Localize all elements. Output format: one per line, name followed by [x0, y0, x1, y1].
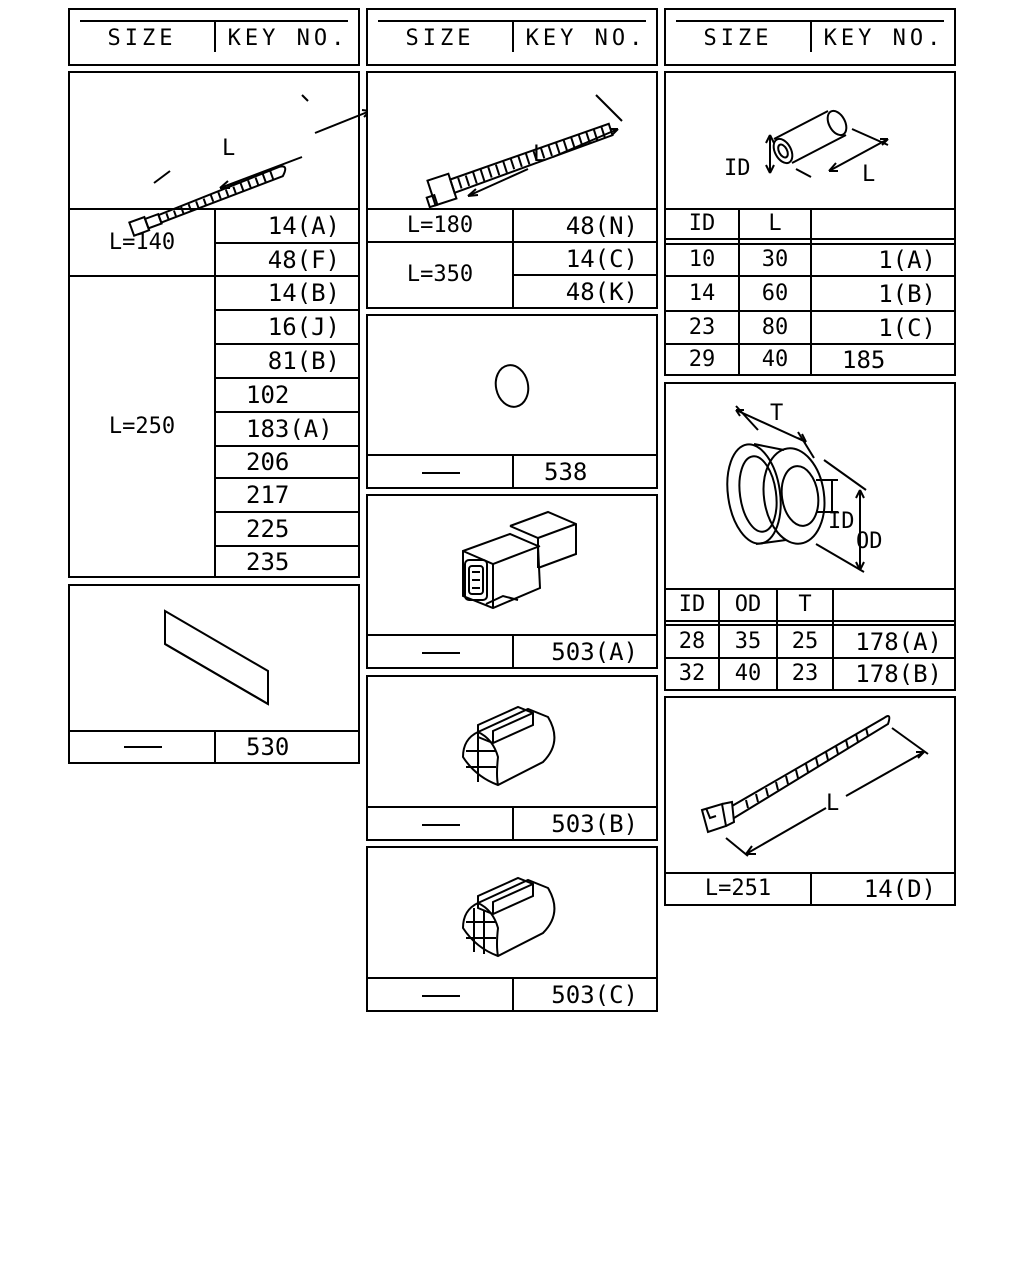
size-cell: L=350: [406, 262, 474, 287]
connector-b-table: [366, 675, 658, 841]
key-cell: 217: [246, 481, 290, 509]
t-cell: 25: [791, 628, 819, 654]
key-cell: 102: [246, 381, 290, 409]
key-cell: 530: [246, 733, 290, 761]
cable-tie-table-1: [68, 71, 360, 578]
header-key-no: KEY NO.: [227, 26, 349, 51]
key-cell: 48(F): [267, 245, 340, 274]
header-size: SIZE: [107, 26, 177, 51]
key-cell: 178(B): [855, 660, 942, 688]
id-cell: 32: [678, 661, 706, 686]
key-cell: 81(B): [267, 347, 340, 375]
blind-plug-figure: [368, 316, 660, 456]
header-size: SIZE: [703, 26, 773, 51]
size-cell: L=250: [108, 414, 176, 439]
header-col3: [664, 8, 956, 66]
od-cell: 35: [734, 628, 762, 654]
dash-mark: [422, 824, 460, 826]
dash-mark: [422, 995, 460, 997]
id-cell: 14: [688, 280, 716, 306]
dash-mark: [422, 472, 460, 474]
t-cell: 23: [791, 661, 819, 686]
size-cell: L=140: [108, 229, 176, 255]
connector-a-table: [366, 494, 658, 669]
dimension-l-label: L: [222, 136, 236, 161]
key-cell: 503(C): [551, 980, 638, 1009]
size-cell: L=180: [406, 212, 474, 238]
column-header-l: L: [768, 211, 782, 236]
key-cell: 225: [246, 515, 290, 543]
key-cell: 14(B): [267, 279, 340, 307]
sleeve-tube-figure: [666, 73, 958, 213]
dimension-l-label: L: [533, 142, 547, 167]
key-cell: 538: [544, 457, 588, 486]
key-cell: 14(C): [565, 244, 638, 273]
plug-table: [366, 314, 658, 489]
l-cell: 30: [761, 247, 789, 272]
connector-figure: [368, 677, 660, 807]
key-cell: 1(C): [878, 313, 936, 342]
cable-tie-figure: [666, 698, 958, 873]
column-header-id: ID: [688, 211, 716, 236]
key-cell: 16(J): [267, 313, 340, 341]
column-header-t: T: [798, 592, 812, 617]
header-size: SIZE: [405, 26, 475, 51]
dimension-id-label: ID: [724, 156, 751, 181]
id-cell: 28: [678, 628, 706, 654]
key-cell: 14(A): [267, 212, 340, 240]
key-cell: 235: [246, 548, 290, 576]
key-cell: 14(D): [863, 875, 936, 903]
adhesive-pad-figure: [70, 586, 362, 731]
dimension-l-label: L: [862, 162, 876, 187]
pad-table: [68, 584, 360, 764]
cable-tie-table-2: [366, 71, 658, 309]
header-key-no: KEY NO.: [525, 26, 647, 51]
id-cell: 23: [688, 314, 716, 340]
sleeve-table: [664, 71, 956, 376]
key-cell: 185: [842, 345, 886, 374]
l-cell: 80: [761, 314, 789, 340]
dimension-id-label: ID: [828, 509, 855, 534]
header-col2: [366, 8, 658, 66]
connector-c-table: [366, 846, 658, 1012]
key-cell: 1(B): [878, 279, 936, 308]
id-cell: 10: [688, 247, 716, 272]
key-cell: 48(N): [565, 211, 638, 240]
column-header-od: OD: [734, 592, 762, 617]
cable-tie-figure: [70, 73, 362, 213]
key-cell: 1(A): [878, 246, 936, 274]
column-header-key: [812, 210, 954, 238]
id-cell: 29: [688, 346, 716, 372]
key-cell: 48(K): [565, 277, 638, 306]
long-tie-table: [664, 696, 956, 906]
dimension-l-label: L: [826, 791, 840, 816]
header-col1: [68, 8, 360, 66]
key-cell: 178(A): [855, 627, 942, 656]
connector-figure: [368, 848, 660, 978]
key-cell: 206: [246, 448, 290, 476]
dash-mark: [124, 746, 162, 748]
key-cell: 503(A): [551, 637, 638, 666]
size-cell: L=251: [704, 876, 772, 901]
dimension-od-label: OD: [856, 529, 883, 554]
od-cell: 40: [734, 661, 762, 686]
header-key-no: KEY NO.: [823, 26, 945, 51]
key-cell: 183(A): [246, 415, 333, 443]
column-header-key: [834, 590, 954, 620]
l-cell: 40: [761, 346, 789, 372]
grommet-figure: [666, 384, 958, 594]
l-cell: 60: [761, 280, 789, 306]
key-cell: 503(B): [551, 809, 638, 838]
grommet-table: [664, 382, 956, 691]
cable-tie-figure: [368, 73, 660, 213]
column-header-id: ID: [678, 592, 706, 617]
dimension-t-label: T: [770, 401, 784, 426]
dash-mark: [422, 652, 460, 654]
connector-figure: [368, 496, 660, 636]
